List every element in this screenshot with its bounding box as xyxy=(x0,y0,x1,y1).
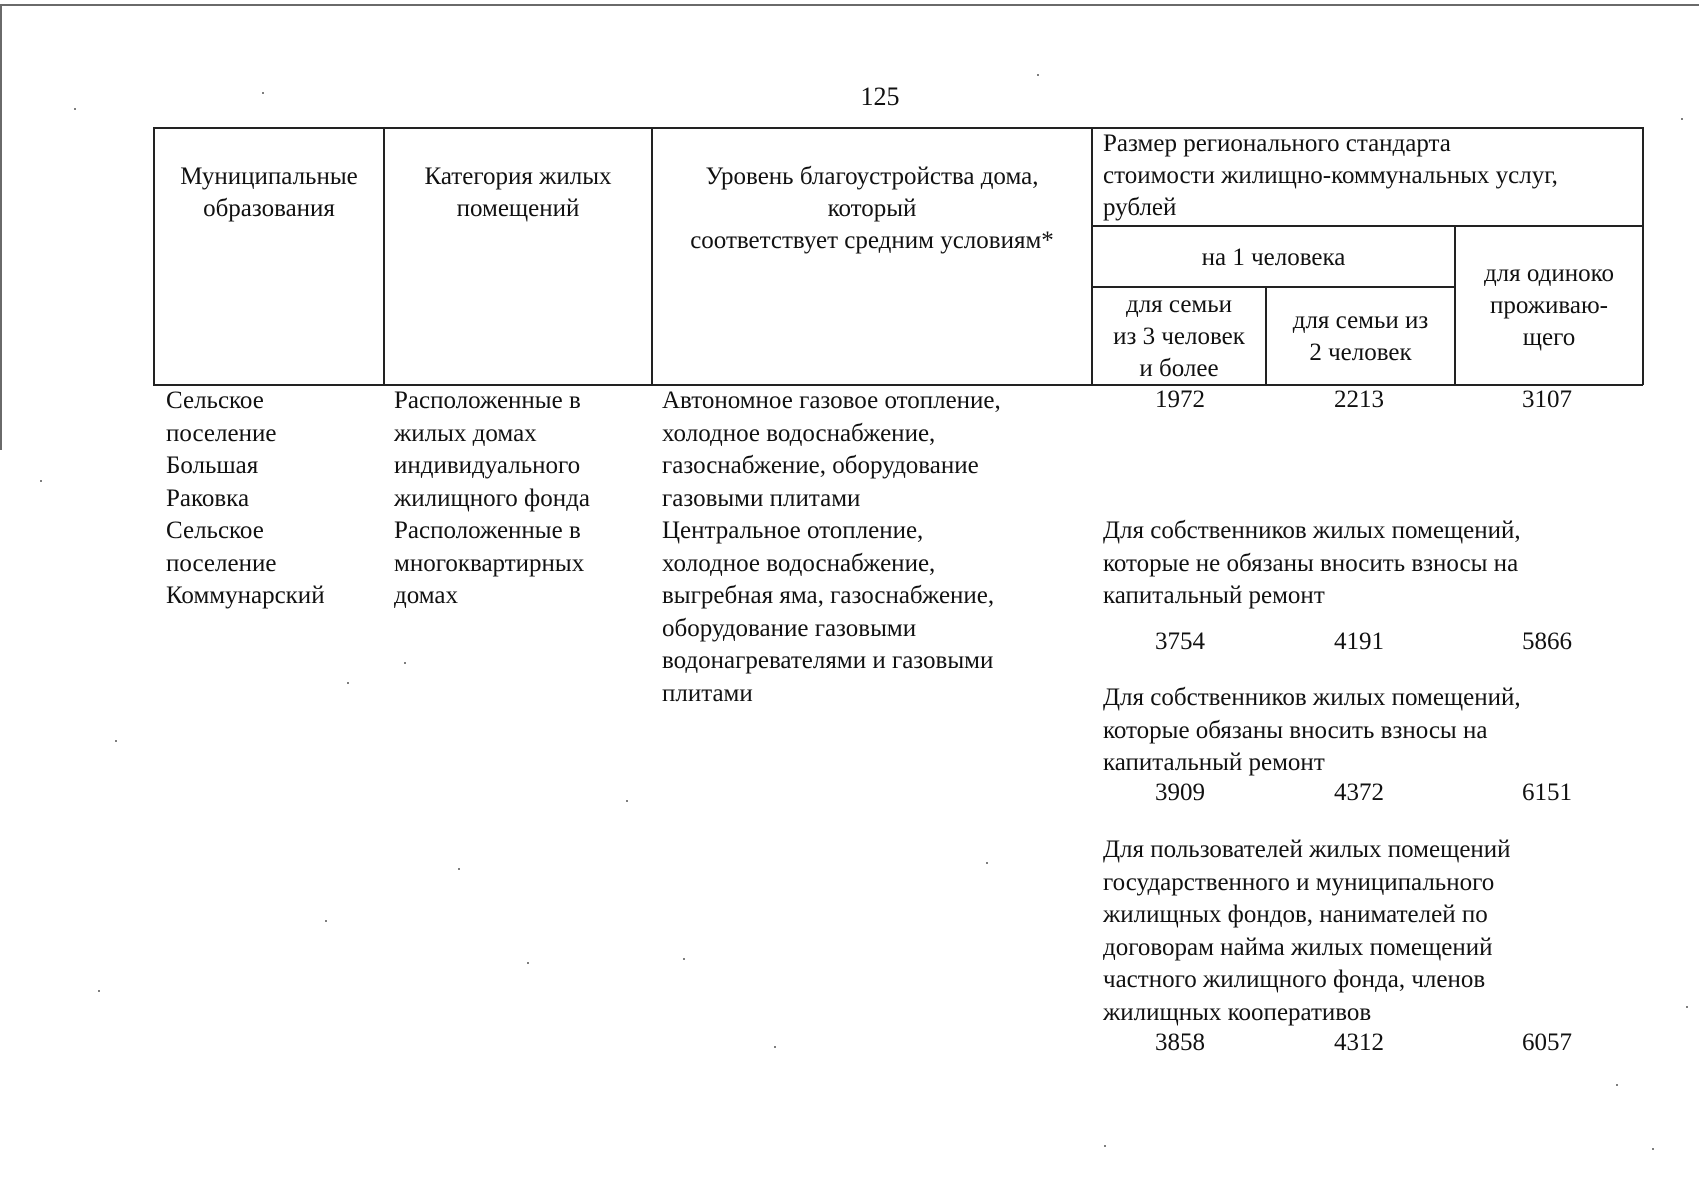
scan-border-top xyxy=(0,4,1699,6)
row1-category xyxy=(394,385,590,515)
header-category-line-2: помещений xyxy=(456,195,580,222)
row1-municipal xyxy=(166,385,276,515)
row1-level-line-2: холодное водоснабжение, xyxy=(662,419,936,447)
header-municipal-line-1: Муниципальные xyxy=(180,163,358,190)
header-family3-line-3: и более xyxy=(1139,355,1219,382)
group3-label-line-1: Для пользователей жилых помещений xyxy=(1103,836,1511,863)
header-single xyxy=(1456,258,1642,354)
row2-level xyxy=(662,515,994,710)
row2-municipal-line-3: Коммунарский xyxy=(166,582,325,609)
row2-municipal-line-1: Сельское xyxy=(166,517,264,544)
per-person-divider xyxy=(1091,286,1454,288)
row1-value-family2: 2213 xyxy=(1334,386,1384,413)
group1-label xyxy=(1103,515,1521,613)
header-category-line-1: Категория жилых xyxy=(424,163,612,190)
row1-municipal-line-2: поселение xyxy=(166,419,277,447)
page-number: 125 xyxy=(860,82,900,111)
row1-value-single: 3107 xyxy=(1522,386,1572,413)
group3-label-line-6: жилищных кооперативов xyxy=(1103,998,1372,1026)
header-level-line-1: Уровень благоустройства дома, xyxy=(705,163,1039,190)
group3-label xyxy=(1103,834,1511,1029)
row1-category-line-1: Расположенные в xyxy=(394,387,581,414)
header-per-person: на 1 человека xyxy=(1201,244,1346,271)
header-municipal-line-2: образования xyxy=(203,195,335,222)
scan-border-left xyxy=(0,4,2,450)
standard-header-divider xyxy=(1091,225,1643,227)
group2-label-line-2: которые обязаны вносить взносы на xyxy=(1103,716,1488,744)
group2-value-single: 6151 xyxy=(1522,779,1572,806)
header-family2 xyxy=(1267,305,1454,369)
group2-value-family3: 3909 xyxy=(1155,779,1205,806)
group3-value-family2: 4312 xyxy=(1334,1029,1384,1056)
row1-level xyxy=(662,385,1001,515)
row1-category-line-2: жилых домах xyxy=(394,419,537,447)
header-family3 xyxy=(1093,289,1265,385)
group2-value-family2: 4372 xyxy=(1334,779,1384,806)
row2-level-line-1: Центральное отопление, xyxy=(662,517,924,544)
row2-level-line-4: оборудование газовыми xyxy=(662,614,917,642)
group2-label-line-1: Для собственников жилых помещений, xyxy=(1103,684,1521,711)
group3-label-line-2: государственного и муниципального xyxy=(1103,868,1495,896)
header-single-line-1: для одиноко xyxy=(1483,260,1615,287)
group1-value-family2: 4191 xyxy=(1334,628,1384,655)
header-single-line-2: проживаю- xyxy=(1490,292,1608,319)
row2-category-line-1: Расположенные в xyxy=(394,517,581,544)
group1-label-line-1: Для собственников жилых помещений, xyxy=(1103,517,1521,544)
group2-label xyxy=(1103,682,1521,780)
group1-value-family3: 3754 xyxy=(1155,628,1205,655)
header-level-line-3: соответствует средним условиям* xyxy=(690,227,1054,254)
row1-municipal-line-1: Сельское xyxy=(166,387,264,414)
group1-label-line-3: капитальный ремонт xyxy=(1103,582,1325,609)
row1-value-family3: 1972 xyxy=(1155,386,1205,413)
row2-category xyxy=(394,515,584,613)
group3-label-line-5: частного жилищного фонда, членов xyxy=(1103,966,1486,993)
row2-level-line-5: водонагревателями и газовыми xyxy=(662,647,994,674)
row2-municipal-line-2: поселение xyxy=(166,549,277,577)
row2-category-line-3: домах xyxy=(394,582,458,609)
group2-label-line-3: капитальный ремонт xyxy=(1103,749,1325,776)
group3-value-family3: 3858 xyxy=(1155,1029,1205,1056)
header-standard xyxy=(1103,128,1643,224)
header-standard-line-3: рублей xyxy=(1103,194,1177,221)
header-family3-line-1: для семьи xyxy=(1125,291,1233,318)
row2-category-line-2: многоквартирных xyxy=(394,549,585,577)
row1-level-line-4: газовыми плитами xyxy=(662,484,861,512)
group1-label-line-2: которые не обязаны вносить взносы на xyxy=(1103,549,1519,577)
row2-level-line-2: холодное водоснабжение, xyxy=(662,549,936,577)
header-single-line-3: щего xyxy=(1522,324,1576,351)
row1-category-line-4: жилищного фонда xyxy=(394,484,590,512)
header-municipal xyxy=(155,161,383,225)
row1-category-line-3: индивидуального xyxy=(394,452,581,479)
row1-level-line-3: газоснабжение, оборудование xyxy=(662,452,979,479)
row2-level-line-6: плитами xyxy=(662,679,753,707)
group3-label-line-4: договорам найма жилых помещений xyxy=(1103,933,1493,961)
header-category xyxy=(385,161,651,225)
header-level xyxy=(653,161,1091,257)
header-standard-line-2: стоимости жилищно-коммунальных услуг, xyxy=(1103,162,1558,189)
group3-value-single: 6057 xyxy=(1522,1029,1572,1056)
header-family2-line-2: 2 человек xyxy=(1309,339,1412,366)
row2-level-line-3: выгребная яма, газоснабжение, xyxy=(662,582,995,609)
group1-value-single: 5866 xyxy=(1522,628,1572,655)
row1-municipal-line-4: Раковка xyxy=(166,484,250,512)
header-family2-line-1: для семьи из xyxy=(1292,307,1429,334)
row2-municipal xyxy=(166,515,325,613)
row1-municipal-line-3: Большая xyxy=(166,452,259,479)
header-family3-line-2: из 3 человек xyxy=(1113,323,1245,350)
header-standard-line-1: Размер регионального стандарта xyxy=(1103,130,1451,157)
header-level-line-2: который xyxy=(827,195,917,222)
row1-level-line-1: Автономное газовое отопление, xyxy=(662,387,1001,414)
group3-label-line-3: жилищных фондов, нанимателей по xyxy=(1103,901,1488,928)
